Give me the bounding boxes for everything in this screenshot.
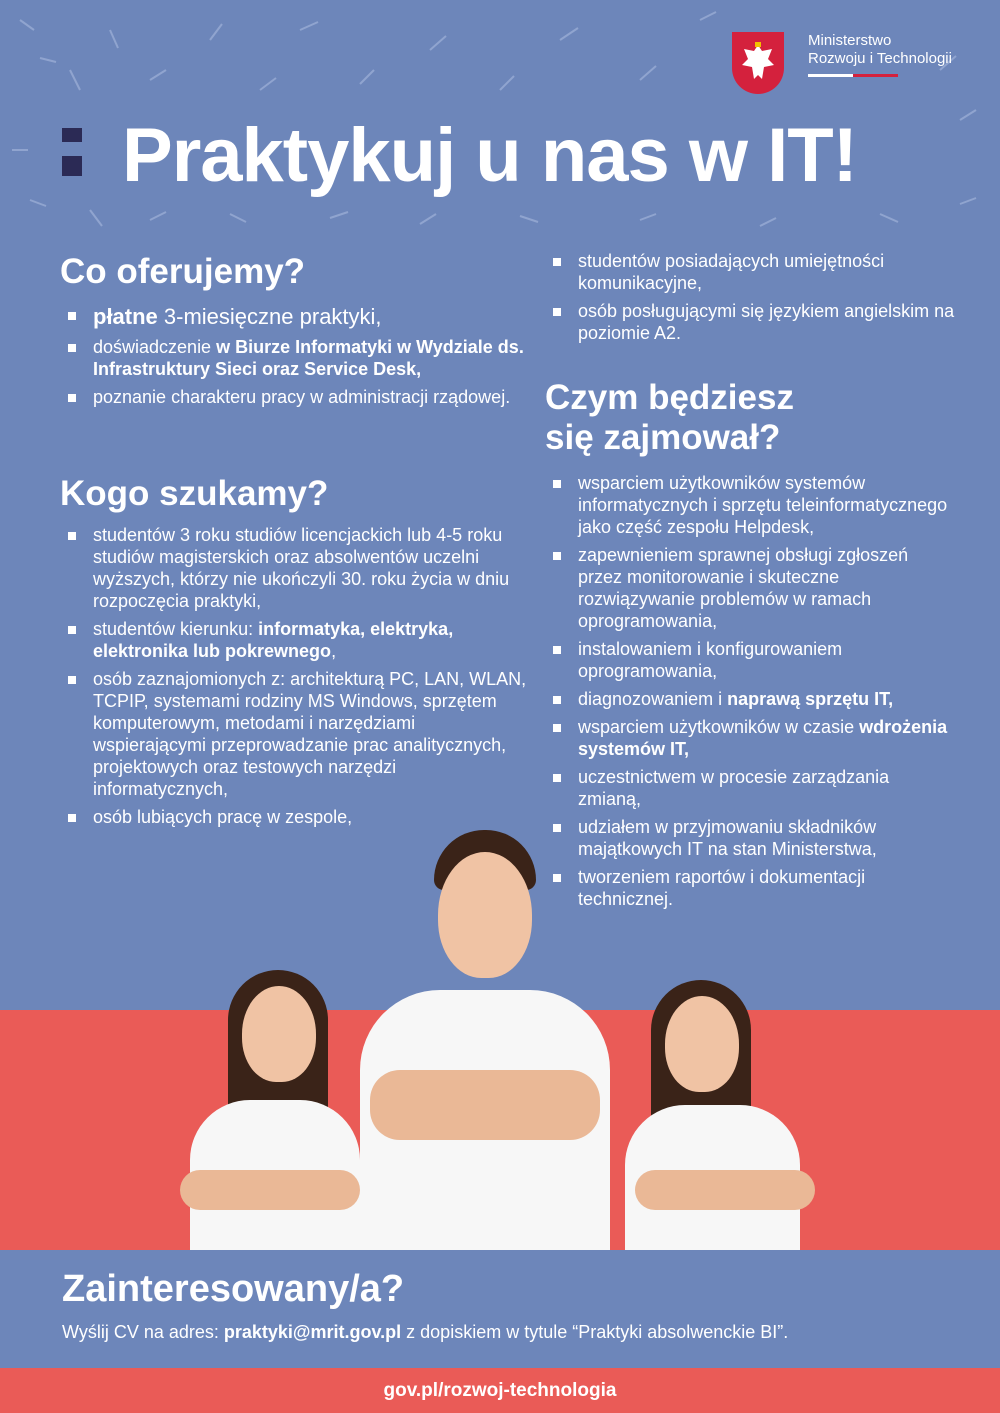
ministry-logo	[732, 32, 952, 94]
contact-instructions: Wyślij CV na adres: praktyki@mrit.gov.pl z dopiskiem w tytule “Praktyki absolwenckie BI”.	[62, 1322, 789, 1342]
list-item: osób zaznajomionych z: architekturą PC, LAN, WLAN, TCPIP, systemami rodziny MS Windows, sprzętem komputerowym, metodami i narzędziami wspierającymi przeprowadzanie prac analitycznych, projektowych oraz testowych narzędzi informatycznych,	[60, 668, 530, 800]
man-center-photo	[350, 830, 620, 1250]
list-item: instalowaniem i konfigurowaniem oprogramowania,	[545, 638, 955, 682]
list-item: studentów posiadających umiejętności komunikacyjne,	[545, 250, 955, 294]
contact-heading: Zainteresowany/a?	[62, 1268, 405, 1310]
list-item: doświadczenie w Biurze Informatyki w Wydziale ds. Infrastruktury Sieci oraz Service Desk,	[60, 336, 540, 380]
ministry-underline	[808, 74, 898, 77]
seek-section	[60, 474, 530, 834]
list-item: studentów kierunku: informatyka, elektryka, elektronika lub pokrewnego,	[60, 618, 530, 662]
list-item: udziałem w przyjmowaniu składników majątkowych IT na stan Ministerstwa,	[545, 816, 955, 860]
list-item: poznanie charakteru pracy w administracji rządowej.	[60, 386, 540, 408]
duties-heading: Czym będziesz się zajmował?	[545, 378, 794, 457]
seek-heading: Kogo szukamy?	[60, 474, 329, 513]
list-item: osób posługującymi się językiem angielskim na poziomie A2.	[545, 300, 955, 344]
list-item: diagnozowaniem i naprawą sprzętu IT,	[545, 688, 955, 710]
woman-left-photo	[170, 970, 370, 1250]
offer-heading: Co oferujemy?	[60, 252, 306, 291]
ministry-name	[808, 32, 952, 77]
list-item: tworzeniem raportów i dokumentacji technicznej.	[545, 866, 955, 910]
footer-url[interactable]: gov.pl/rozwoj-technologia	[0, 1368, 1000, 1413]
title-colon-mark	[62, 128, 84, 190]
list-item: wsparciem użytkowników w czasie wdrożenia systemów IT,	[545, 716, 955, 760]
list-item: osób lubiących pracę w zespole,	[60, 806, 530, 828]
ministry-name-line2: Rozwoju i Technologii	[808, 50, 952, 67]
list-item: wsparciem użytkowników systemów informatycznych i sprzętu teleinformatycznego jako część zespołu Helpdesk,	[545, 472, 955, 538]
list-item: zapewnieniem sprawnej obsługi zgłoszeń przez monitorowanie i skuteczne rozwiązywanie problemów w ramach oprogramowania,	[545, 544, 955, 632]
list-item: płatne 3-miesięczne praktyki,	[60, 304, 540, 330]
email-link[interactable]: praktyki@mrit.gov.pl	[223, 1322, 402, 1342]
seek-continued	[545, 250, 955, 350]
woman-right-photo	[625, 980, 825, 1250]
list-item: uczestnictwem w procesie zarządzania zmianą,	[545, 766, 955, 810]
offer-section	[60, 252, 540, 414]
list-item: studentów 3 roku studiów licencjackich lub 4-5 roku studiów magisterskich oraz absolwentów uczelni wyższych, którzy nie ukończyli 30. roku życia w dniu rozpoczęcia praktyki,	[60, 524, 530, 612]
polish-eagle-emblem-icon	[732, 32, 784, 94]
ministry-name-line1: Ministerstwo	[808, 32, 892, 49]
page-title: Praktykuj u nas w IT!	[122, 113, 857, 198]
